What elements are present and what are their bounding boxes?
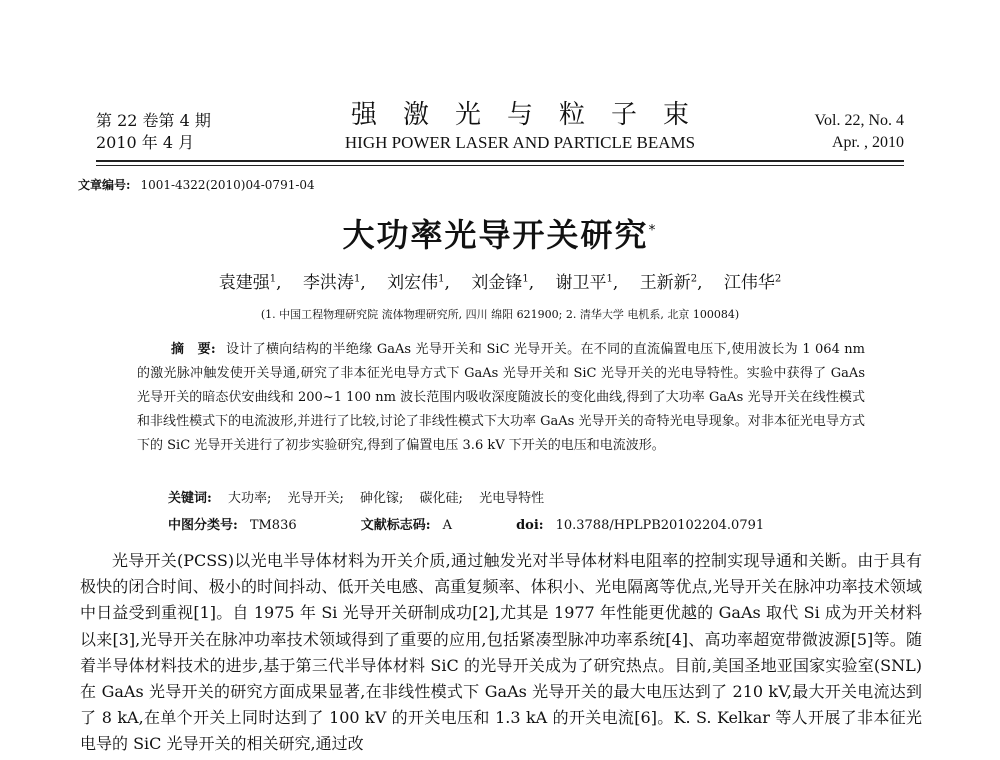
header-rule-thin <box>96 165 904 166</box>
author-name: 刘金锋 <box>471 273 523 293</box>
journal-title-cn: 强激光与粒子束 <box>350 100 715 130</box>
date-cn: 2010 年 4 月 <box>96 133 195 152</box>
header-left <box>96 110 211 154</box>
keyword: 砷化镓; <box>360 491 404 506</box>
abstract-label: 摘 要: <box>171 342 216 357</box>
keyword: 光导开关; <box>287 491 344 506</box>
article-number-value: 1001-4322(2010)04-0791-04 <box>140 178 315 192</box>
author: 刘金锋$^1$, <box>471 273 535 293</box>
volume-en: Vol. 22, No. 4 <box>814 112 904 129</box>
keyword: 光电导特性 <box>479 491 545 506</box>
title-footnote-mark: * <box>648 222 658 239</box>
paper-title-text: 大功率光导开关研究 <box>342 216 649 254</box>
author: 李洪涛$^1$, <box>302 273 366 293</box>
paper-title <box>0 210 1000 256</box>
clc-value: TM836 <box>249 518 297 533</box>
classification-line <box>168 514 764 533</box>
author-affil-mark: 1 <box>269 273 277 285</box>
author-name: 刘宏伟 <box>387 273 439 293</box>
abstract-text: 设计了横向结构的半绝缘 GaAs 光导开关和 SiC 光导开关。在不同的直流偏置电压下,使用波长为 1 064 nm 的激光脉冲触发使开关导通,研究了非本征光电导方式下 GaAs 光导开关和 SiC 光导开关的光电导特性。实验中获得了 GaAs 光导开关的暗态伏安曲线和 200~1 100 nm 波长范围内吸收深度随波长的变化曲线,得到了大功率 GaAs 光导开关在线性模式和非线性模式下的电流波形,并进行了比较,讨论了非线性模式下大功率 GaAs 光导开关的奇特光电导现象。对非本征光电导方式下的 SiC 光导开关进行了初步实验研究,得到了偏置电压 3.6 kV 下开关的电压和电流波形。 <box>137 342 865 453</box>
date-en: Apr. , 2010 <box>832 134 904 151</box>
abstract <box>137 338 865 458</box>
author-name: 江伟华 <box>723 273 775 293</box>
author <box>724 268 781 293</box>
author-name: 王新新 <box>639 273 691 293</box>
clc-label: 中图分类号: <box>168 518 238 533</box>
journal-title-en: HIGH POWER LASER AND PARTICLE BEAMS <box>344 133 696 152</box>
author-affil-mark: 2 <box>690 273 698 285</box>
author-affil-mark: 1 <box>353 273 361 285</box>
keyword: 碳化硅; <box>419 491 463 506</box>
keywords <box>168 487 556 506</box>
volume-cn: 第 22 卷第 4 期 <box>96 111 211 130</box>
author: 王新新$^2$, <box>639 273 703 293</box>
author-affil-mark: 2 <box>774 273 782 285</box>
body-text <box>80 548 922 758</box>
author-name: 袁建强 <box>218 273 270 293</box>
header-right <box>815 110 905 154</box>
author-name: 谢卫平 <box>555 273 607 293</box>
author-affil-mark: 1 <box>522 273 529 285</box>
body-paragraph: 光导开关(PCSS)以光电半导体材料为开关介质,通过触发光对半导体材料电阻率的控制实现导通和关断。由于具有极快的闭合时间、极小的时间抖动、低开关电感、高重复频率、体积小、光电隔离等优点,光导开关在脉冲功率技术领域中日益受到重视[1]。自 1975 年 Si 光导开关研制成功[2],尤其是 1977 年性能更优越的 GaAs 取代 Si 成为开关材料以来[3],光导开关在脉冲功率技术领域得到了重要的应用,包括紧凑型脉冲功率系统[4]、高功率超宽带微波源[5]等。随着半导体材料技术的进步,基于第三代半导体材料 SiC 的光导开关成为了研究热点。目前,美国圣地亚国家实验室(SNL)在 GaAs 光导开关的研究方面成果显著,在非线性模式下 GaAs 光导开关的最大电压达到了 210 kV,最大开关电流达到了 8 kA,在单个开关上同时达到了 100 kV 的开关电压和 1.3 kA 的开关电流[6]。K. S. Kelkar 等人开展了非本征光电导的 SiC 光导开关的相关研究,通过改 <box>80 551 922 754</box>
author: 刘宏伟$^1$, <box>387 273 450 293</box>
author-affil-mark: 1 <box>606 273 613 285</box>
affiliations: (1. 中国工程物理研究院 流体物理研究所, 四川 绵阳 621900; 2. 清华大学 电机系, 北京 100084) <box>260 308 740 321</box>
doc-code-label: 文献标志码: <box>360 518 431 533</box>
article-number-label: 文章编号: <box>78 178 131 192</box>
author-affil-mark: 1 <box>438 273 445 285</box>
author: 袁建强$^1$, <box>218 273 282 293</box>
header-rule-thick <box>96 160 904 162</box>
keywords-label: 关键词: <box>168 491 212 506</box>
doi-value: 10.3788/HPLPB20102204.0791 <box>555 518 765 533</box>
author: 谢卫平$^1$, <box>555 273 619 293</box>
doc-code-value: A <box>442 518 452 533</box>
keyword: 大功率; <box>227 491 272 506</box>
doi-label: doi: <box>516 518 544 533</box>
author-list <box>0 268 1000 293</box>
article-number <box>78 176 315 193</box>
journal-title-block <box>300 100 740 154</box>
author-name: 李洪涛 <box>302 273 354 293</box>
